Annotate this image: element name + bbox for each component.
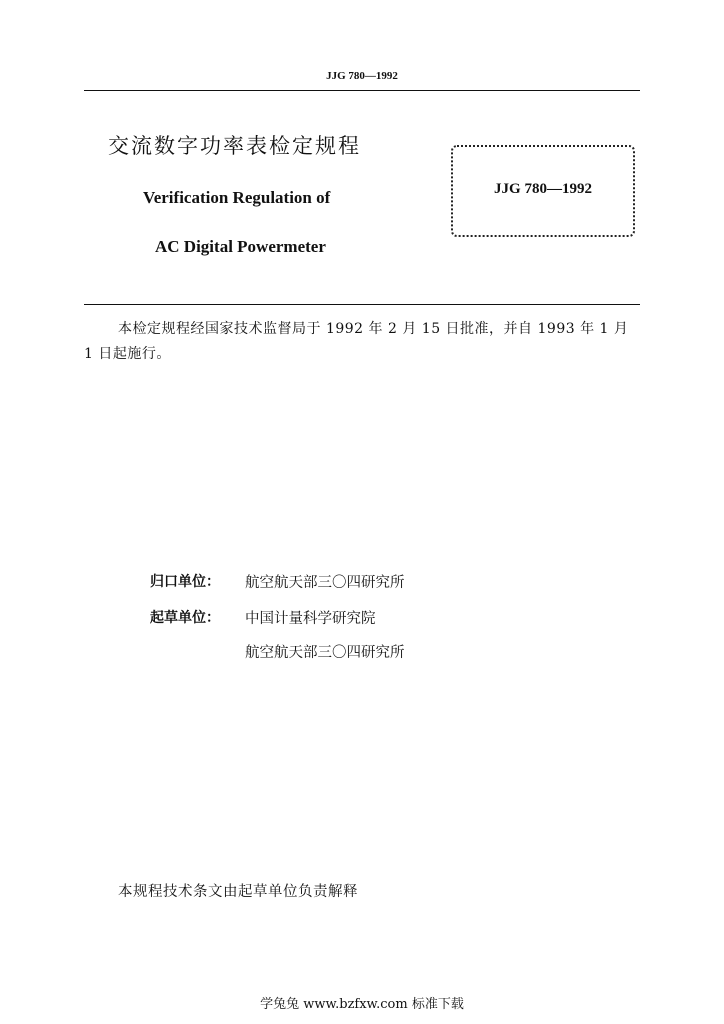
- standard-code-box: [451, 145, 635, 237]
- title-english-line-1: Verification Regulation of: [143, 188, 331, 207]
- drafting-unit-value-1: 中国计量科学研究院: [245, 611, 376, 627]
- title-chinese: 交流数字功率表检定规程: [108, 134, 361, 158]
- title-divider: [84, 304, 640, 305]
- responsible-unit-label: 归口单位：: [150, 574, 220, 590]
- interpretation-note: 本规程技术条文由起草单位负责解释: [118, 884, 358, 900]
- drafting-unit-value-2: 航空航天部三〇四研究所: [245, 645, 405, 661]
- header-standard-code: JJG 780—1992: [326, 70, 398, 82]
- header-divider: [84, 90, 640, 91]
- drafting-unit-label: 起草单位：: [150, 610, 220, 626]
- title-english-line-2: AC Digital Powermeter: [155, 237, 326, 256]
- approval-notice: 本检定规程经国家技术监督局于 1992 年 2 月 15 日批准，并自 1993 年 1 月 1 日起施行。: [84, 321, 629, 362]
- standard-code: JJG 780—1992: [494, 181, 592, 197]
- responsible-unit-value: 航空航天部三〇四研究所: [245, 575, 405, 591]
- footer-watermark: 学兔兔 www.bzfxw.com 标准下载: [260, 997, 464, 1012]
